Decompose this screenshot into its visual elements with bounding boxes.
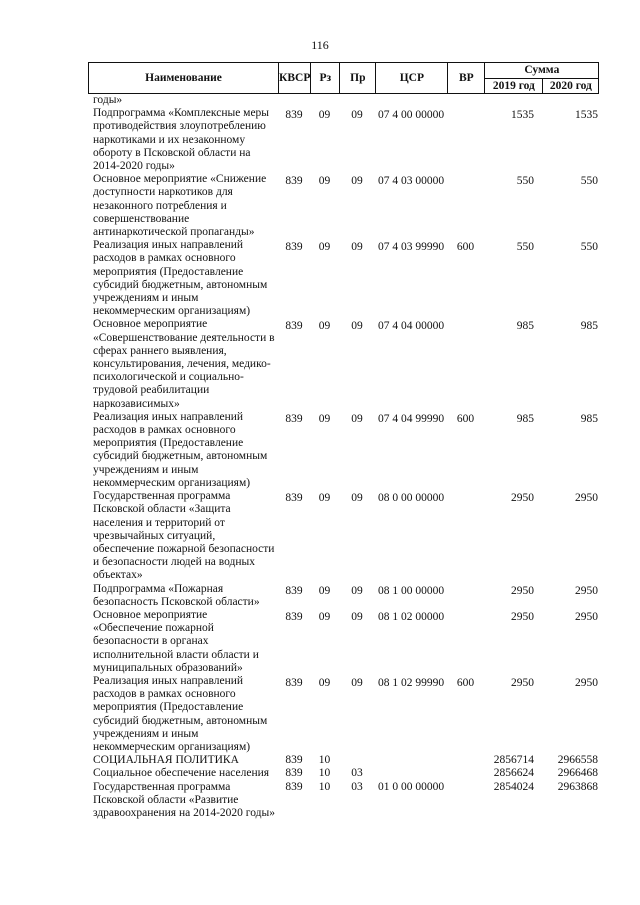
header-csr: ЦСР xyxy=(376,63,448,94)
row-pr: 09 xyxy=(351,676,363,689)
table-row xyxy=(88,94,608,107)
row-sum-2019: 2950 xyxy=(511,610,534,623)
row-vr xyxy=(447,318,484,410)
row-sum-2019: 2854024 xyxy=(493,780,534,793)
row-kvsr: 839 xyxy=(285,241,303,254)
row-name: Реализация иных направлений расходов в рамках основного мероприятия (Предоставление субсидий бюджетным, автономным учреждениям и иным некоммерческим организациям) xyxy=(93,674,268,753)
row-pr: 03 xyxy=(351,780,363,793)
row-sum-2019: 2950 xyxy=(511,492,534,505)
row-vr xyxy=(447,107,484,173)
row-sum-2020: 2966468 xyxy=(557,767,598,780)
row-name: Подпрограмма «Комплексные меры противодействия злоупотреблению наркотиками и их незаконному обороту в Псковской области на 2014-2020 годы» xyxy=(93,107,270,173)
row-csr xyxy=(375,767,447,780)
table-row xyxy=(88,107,608,173)
row-kvsr: 839 xyxy=(285,767,303,780)
row-kvsr: 839 xyxy=(285,109,303,122)
row-sum-2020: 2950 xyxy=(575,676,598,689)
row-pr: 09 xyxy=(351,492,363,505)
row-rz: 10 xyxy=(318,767,331,780)
row-name: Государственная программа Псковской области «Развитие здравоохранения на 2014-2020 годы» xyxy=(93,780,275,819)
table-row xyxy=(88,767,608,780)
table-row xyxy=(88,781,608,821)
row-vr: 600 xyxy=(456,241,475,254)
row-rz: 10 xyxy=(318,780,331,793)
row-vr xyxy=(447,754,484,767)
header-sum: Сумма xyxy=(485,63,599,79)
row-csr: 01 0 00 00000 xyxy=(377,780,445,793)
row-pr: 09 xyxy=(351,584,363,597)
row-sum-2019: 2856714 xyxy=(493,754,534,767)
row-rz: 09 xyxy=(318,109,331,122)
row-vr xyxy=(447,609,484,675)
header-kvsr: КВСР xyxy=(279,63,311,94)
row-vr xyxy=(447,583,484,609)
row-csr: 07 4 04 99990 xyxy=(377,412,445,425)
row-sum-2019: 550 xyxy=(516,175,534,188)
row-csr: 07 4 03 00000 xyxy=(377,175,445,188)
row-csr: 07 4 03 99990 xyxy=(377,241,445,254)
table-row xyxy=(88,239,608,318)
row-sum-2019: 2856624 xyxy=(493,767,534,780)
row-name: Реализация иных направлений расходов в рамках основного мероприятия (Предоставление субсидий бюджетным, автономным учреждениям и иным некоммерческим организациям) xyxy=(93,239,268,318)
table-row xyxy=(88,583,608,609)
row-vr xyxy=(447,173,484,239)
row-sum-2020: 2950 xyxy=(575,492,598,505)
header-name: Наименование xyxy=(89,63,279,94)
row-vr: 600 xyxy=(456,412,475,425)
table-header xyxy=(88,62,599,94)
row-sum-2020: 1535 xyxy=(575,109,598,122)
table-row xyxy=(88,609,608,675)
header-pr: Пр xyxy=(340,63,376,94)
row-name: Социальное обеспечение населения xyxy=(93,767,270,780)
row-kvsr: 839 xyxy=(285,754,303,767)
row-csr: 08 1 02 99990 xyxy=(377,676,445,689)
row-sum-2020: 985 xyxy=(580,320,598,333)
row-kvsr: 839 xyxy=(285,492,303,505)
row-sum-2020: 550 xyxy=(580,175,598,188)
row-vr xyxy=(447,490,484,582)
row-sum-2019: 2950 xyxy=(511,584,534,597)
table-body xyxy=(88,94,608,820)
row-pr xyxy=(339,754,375,767)
header-rz: Рз xyxy=(311,63,340,94)
row-sum-2020: 2950 xyxy=(575,610,598,623)
row-sum-2019: 2950 xyxy=(511,676,534,689)
row-sum-2019: 985 xyxy=(516,320,534,333)
row-name: Реализация иных направлений расходов в рамках основного мероприятия (Предоставление субсидий бюджетным, автономным учреждениям и иным некоммерческим организациям) xyxy=(93,410,268,489)
row-rz: 09 xyxy=(318,584,331,597)
row-kvsr: 839 xyxy=(285,412,303,425)
header-2019: 2019 год xyxy=(485,79,543,94)
row-sum-2020: 2950 xyxy=(575,584,598,597)
row-vr xyxy=(447,781,484,821)
row-kvsr: 839 xyxy=(285,676,303,689)
table-row xyxy=(88,754,608,767)
row-csr: 07 4 00 00000 xyxy=(377,109,445,122)
row-sum-2019: 550 xyxy=(516,241,534,254)
row-csr: 08 0 00 00000 xyxy=(377,492,445,505)
row-sum-2020: 2966558 xyxy=(557,754,598,767)
table-row xyxy=(88,173,608,239)
row-rz: 10 xyxy=(318,754,331,767)
row-vr xyxy=(447,767,484,780)
row-name: Подпрограмма «Пожарная безопасность Псковской области» xyxy=(93,582,260,608)
table-row xyxy=(88,490,608,582)
row-csr xyxy=(375,754,447,767)
row-sum-2019: 985 xyxy=(516,412,534,425)
row-pr: 09 xyxy=(351,412,363,425)
row-kvsr: 839 xyxy=(285,320,303,333)
row-kvsr: 839 xyxy=(285,584,303,597)
row-pr: 09 xyxy=(351,241,363,254)
row-csr: 07 4 04 00000 xyxy=(377,320,445,333)
row-name: Основное мероприятие «Снижение доступности наркотиков для незаконного потребления и совершенствование антинаркотической пропаганды» xyxy=(93,173,267,239)
row-name: Основное мероприятие «Совершенствование деятельности в сферах раннего выявления, консультирования, лечения, медико-психологической и социально-трудовой реабилитации наркозависимых» xyxy=(93,318,275,410)
row-kvsr: 839 xyxy=(285,780,303,793)
row-pr: 09 xyxy=(351,320,363,333)
row-rz: 09 xyxy=(318,412,331,425)
row-kvsr: 839 xyxy=(285,610,303,623)
row-name: Основное мероприятие «Обеспечение пожарной безопасности в органах исполнительной власти области и муниципальных образований» xyxy=(93,608,259,674)
page-number: 116 xyxy=(311,38,329,52)
header-vr: ВР xyxy=(448,63,485,94)
row-rz: 09 xyxy=(318,676,331,689)
row-pr: 09 xyxy=(351,175,363,188)
row-sum-2019: 1535 xyxy=(511,109,534,122)
row-kvsr: 839 xyxy=(285,175,303,188)
row-rz: 09 xyxy=(318,320,331,333)
row-vr: 600 xyxy=(456,676,475,689)
row-pr: 09 xyxy=(351,610,363,623)
row-name: годы» xyxy=(93,94,123,106)
row-rz: 09 xyxy=(318,175,331,188)
row-sum-2020: 550 xyxy=(580,241,598,254)
row-name: СОЦИАЛЬНАЯ ПОЛИТИКА xyxy=(93,754,239,767)
row-pr: 03 xyxy=(351,767,363,780)
row-csr: 08 1 02 00000 xyxy=(377,610,445,623)
row-rz: 09 xyxy=(318,492,331,505)
table-row xyxy=(88,411,608,490)
row-rz: 09 xyxy=(318,241,331,254)
row-sum-2020: 2963868 xyxy=(557,780,598,793)
header-2020: 2020 год xyxy=(543,79,599,94)
row-name: Государственная программа Псковской области «Защита населения и территорий от чрезвычайных ситуаций, обеспечение пожарной безопасности и безопасности людей на водных объектах» xyxy=(93,490,275,582)
row-pr: 09 xyxy=(351,109,363,122)
table-row xyxy=(88,318,608,410)
row-csr: 08 1 00 00000 xyxy=(377,584,445,597)
table-row xyxy=(88,675,608,754)
row-sum-2020: 985 xyxy=(580,412,598,425)
row-rz: 09 xyxy=(318,610,331,623)
